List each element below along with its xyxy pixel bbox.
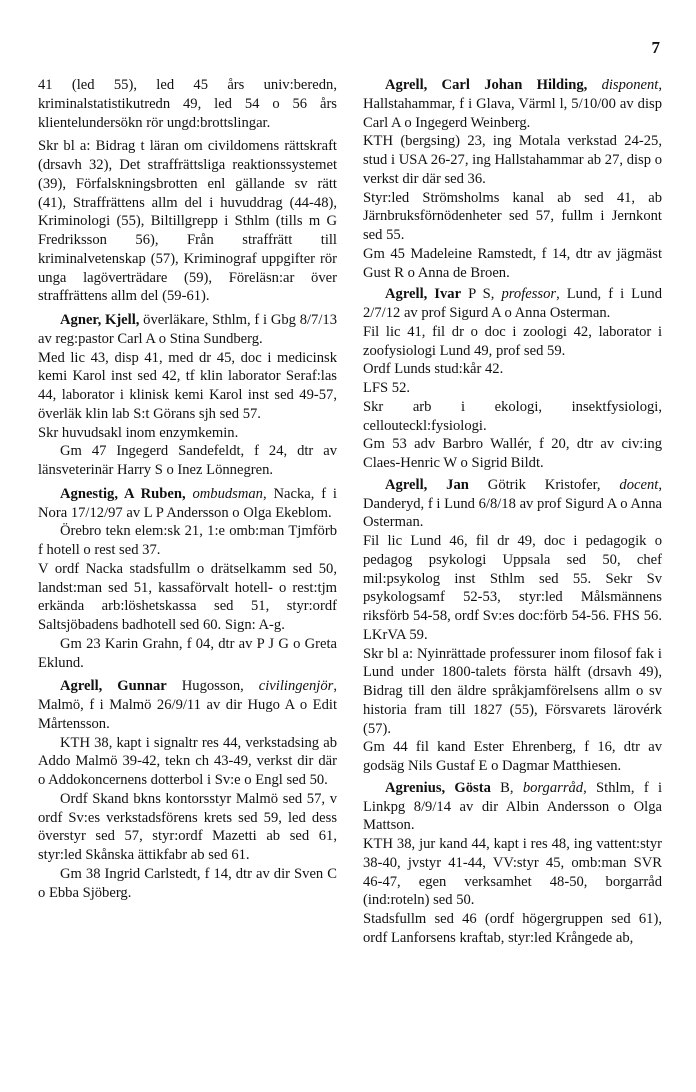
entry-paragraph: Örebro tekn elem:sk 21, 1:e omb:man Tjmförb f hotell o rest sed 37. (38, 523, 337, 558)
entry-heading: Agnestig, A Ruben, ombudsman, Nacka, f i Nora 17/12/97 av L P Andersson o Olga Ekeblom. (38, 485, 337, 521)
biography-entry-agrenius-gosta (363, 779, 662, 948)
entry-paragraph: Ordf Lunds stud:kår 42. (363, 361, 504, 378)
entry-heading: Agner, Kjell, överläkare, Sthlm, f i Gbg 8/7/13 av reg:pastor Carl A o Stina Sundberg. (38, 312, 338, 347)
entry-paragraph: LFS 52. (363, 380, 411, 396)
two-column-text-body (38, 76, 662, 948)
biography-entry-agrell-gunnar (38, 677, 337, 902)
entry-paragraph: Gm 45 Madeleine Ramstedt, f 14, dtr av jägmäst Gust R o Anna de Broen. (363, 245, 662, 281)
entry-heading: Agrell, Gunnar Hugosson, civilingenjör, Malmö, f i Malmö 26/9/11 av dir Hugo A o Edit Mårtensson. (38, 678, 337, 732)
entry-paragraph: Skr bl a: Nyinrättade professurer inom filosof fak i Lund under 1800-talets första hälft (drsavh 49), Bidrag till den äldre språkjamförelsens allm o sv historia fram till 1827 (55), Försvarets lärovérk (57). (363, 645, 662, 737)
entry-paragraph: Med lic 43, disp 41, med dr 45, doc i medicinsk kemi Karol inst sed 42, tf klin laborator Seraf:las 44, laborator i klinisk kemi Karol inst sed 49-57, överläk klin lab S:t Görans sjh sed 57. (38, 349, 337, 422)
right-column (363, 76, 662, 948)
entry-paragraph: V ordf Nacka stadsfullm o drätselkamm sed 50, landst:man sed 51, kassaförvalt hotell- o rest:tjm erkända arb:löshetskassa sed 51, styr:ordf Saltsjöbadens badhotell sed 60. Sign: A-g. (38, 560, 337, 633)
left-column (38, 76, 337, 948)
biography-entry-agrell-ivar (363, 285, 662, 473)
biography-entry-agrell-hilding (363, 76, 662, 282)
entry-paragraph: Skr arb i ekologi, insektfysiologi, cellouteckl:fysiologi. (363, 398, 662, 434)
entry-heading: Agrell, Carl Johan Hilding, disponent, Hallstahammar, f i Glava, Värml l, 5/10/00 av disp Carl A o Ingegerd Weinberg. (363, 77, 662, 131)
entry-paragraph: Gm 23 Karin Grahn, f 04, dtr av P J G o Greta Eklund. (38, 635, 337, 671)
biography-entry-agnestig-ruben (38, 485, 337, 673)
entry-heading: Agrell, Jan Götrik Kristofer, docent, Danderyd, f i Lund 6/8/18 av prof Sigurd A o Anna Osterman. (363, 476, 662, 531)
entry-paragraph: Gm 44 fil kand Ester Ehrenberg, f 16, dtr av godsäg Nils Gustaf E o Dagmar Matthiesen. (363, 739, 662, 774)
entry-heading: Agrenius, Gösta B, borgarråd, Sthlm, f i Linkpg 8/9/14 av dir Albin Andersson o Olga Mattson. (363, 779, 662, 834)
entry-paragraph: Fil lic Lund 46, fil dr 49, doc i pedagogik o pedagog psykologi Uppsala sed 50, chef mil:psykolog inst Sthlm sed 55. Sekr Sv psykologsamf 52-53, styr:led Målsmännens riksförb 54-58, ordf Sv:es doc:förb 54-56. FHS 56. LKrVA 59. (363, 533, 662, 643)
entry-paragraph: KTH (bergsing) 23, ing Motala verkstad 24-25, stud i USA 26-27, ing Hallstahammar ab 27, disp o verkst dir där sed 36. (363, 133, 662, 187)
entry-paragraph: Stadsfullm sed 46 (ordf högergruppen sed 61), ordf Lanforsens kraftab, styr:led Krångede ab, (363, 911, 662, 946)
entry-paragraph: Fil lic 41, fil dr o doc i zoologi 42, laborator i zoofysiologi Lund 49, prof sed 59. (363, 323, 662, 359)
biography-entry-agner-kjell (38, 311, 337, 480)
works-paragraph: Skr bl a: Bidrag t läran om civildomens rättskraft (drsavh 32), Det straffrättsliga reaktionssystemet (39), Förfalskningsbrotten enl gällande sv rätt (41), Straffrättens allm del i huvuddrag (44-48), Kriminologi (55), Biltillgrepp i Sthlm (tills m G Fredriksson 56), Från straffrätt till kriminalvetenskap (57), Kriminograf uppgifter rör unga lagöverträdare (59), Föreläsn:ar över straffrättens allm del (59-61). (38, 138, 337, 305)
entry-paragraph: Gm 47 Ingegerd Sandefeldt, f 24, dtr av länsveterinär Harry S o Inez Lönnegren. (38, 443, 337, 478)
entry-paragraph: Skr huvudsakl inom enzymkemin. (38, 424, 239, 441)
entry-paragraph: Gm 53 adv Barbro Wallér, f 20, dtr av civ:ing Claes-Henric W o Sigrid Bildt. (363, 436, 662, 471)
entry-heading: Agrell, Ivar P S, professor, Lund, f i Lund 2/7/12 av prof Sigurd A o Anna Osterman. (363, 286, 662, 321)
entry-paragraph: KTH 38, kapt i signaltr res 44, verkstadsing ab Addo Malmö 39-42, tekn ch 43-49, verkst dir där o Addokoncernens dotterbol i Sv:e o Engl sed 50. (38, 734, 337, 788)
biography-entry-agrell-jan (363, 476, 662, 776)
entry-paragraph: Ordf Skand bkns kontorsstyr Malmö sed 57, v ordf Sv:es verkstadsförens krets sed 59, led dess överstyr sed 57, styr:ordf Mazetti ab sed 61, styr:led Skånska ättikfabr ab sed 61. (38, 790, 337, 863)
continuation-paragraph: 41 (led 55), led 45 års univ:beredn, kriminalstatistikutredn 49, led 54 o 56 års klientelundersökn rör ungd:brottslingar. (38, 77, 337, 131)
entry-paragraph: KTH 38, jur kand 44, kapt i res 48, ing vattent:styr 38-40, jvstyr 41-44, VV:styr 45, omb:man SVR 46-47, egen verksamhet 48-50, borgarråd (ind:roteln) sed 50. (363, 836, 662, 909)
page-number: 7 (651, 38, 660, 57)
entry-paragraph: Styr:led Strömsholms kanal ab sed 41, ab Järnbruksförnödenheter sed 57, fullm i Jernkont sed 55. (363, 189, 662, 243)
entry-paragraph: Gm 38 Ingrid Carlstedt, f 14, dtr av dir Sven C o Ebba Sjöberg. (38, 865, 337, 901)
